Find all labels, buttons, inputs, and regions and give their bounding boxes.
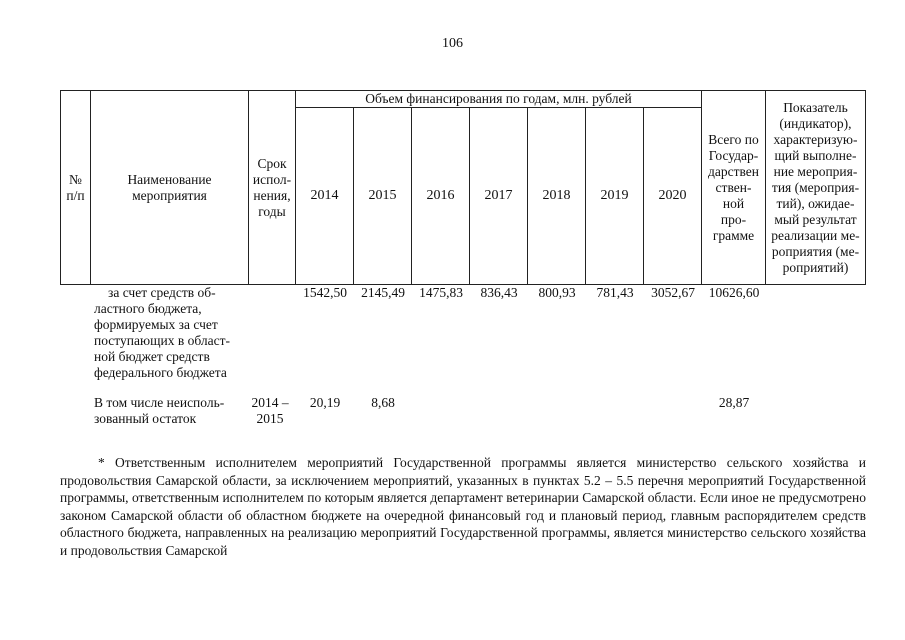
row-name: В том числе неисполь- зованный остаток	[94, 395, 225, 426]
header-year: 2016	[412, 108, 470, 285]
row-name: за счет средств об- ластного бюджета, формируемых за счет поступающих в област- ной бюджет средств федерального бюджета	[94, 285, 230, 380]
row-total: 28,87	[718, 395, 750, 410]
header-year: 2020	[644, 108, 702, 285]
table-row	[60, 395, 866, 435]
header-year: 2015	[354, 108, 412, 285]
header-funding-group: Объем финансирования по годам, млн. рублей	[296, 91, 702, 108]
header-year: 2014	[296, 108, 354, 285]
header-number: № п/п	[61, 91, 91, 285]
header-period: Срок испол- нения, годы	[249, 91, 296, 285]
footnote: * Ответственным исполнителем мероприятий Государственной программы является министерство сельского хозяйства и продовольствия Самарской области, за исключением мероприятий, указанных в пунктах 5.2 – 5.5 перечня мероприятий Государственной программы, ответственным исполнителем по которым является департамент ветеринарии Самарской области. Если иное не предусмотрено законом Самарской области об областном бюджете на очередной финансовый год и плановый период, главным распорядителем средств областного бюджета, направленных на реализацию мероприятий Государственной программы, является министерство сельского хозяйства и продовольствия Самарской	[60, 455, 866, 558]
header-total: Всего по Государ- дарствен ствен- ной про- грамме	[702, 91, 766, 285]
financing-table-header	[60, 90, 866, 285]
header-name: Наименование мероприятия	[91, 91, 249, 285]
row-total: 10626,60	[708, 285, 760, 300]
header-year: 2017	[470, 108, 528, 285]
table-body	[60, 285, 866, 435]
row-value-2016: 1475,83	[419, 285, 463, 300]
header-indicator: Показатель (индикатор), характеризую- щий выполне- ние мероприя- тия (мероприя- тий), ожидае- мый результат реализации ме- роприятия (ме- роприятий)	[766, 91, 866, 285]
row-value-2015: 8,68	[371, 395, 395, 410]
row-value-2017: 836,43	[480, 285, 518, 300]
header-year: 2018	[528, 108, 586, 285]
table-row	[60, 285, 866, 393]
row-value-2014: 1542,50	[303, 285, 347, 300]
row-value-2018: 800,93	[538, 285, 576, 300]
row-value-2020: 3052,67	[651, 285, 695, 300]
header-year: 2019	[586, 108, 644, 285]
row-value-2014: 20,19	[309, 395, 341, 410]
page-number: 106	[442, 36, 463, 51]
row-value-2019: 781,43	[596, 285, 634, 300]
row-period: 2014 – 2015	[251, 395, 289, 426]
row-value-2015: 2145,49	[361, 285, 405, 300]
